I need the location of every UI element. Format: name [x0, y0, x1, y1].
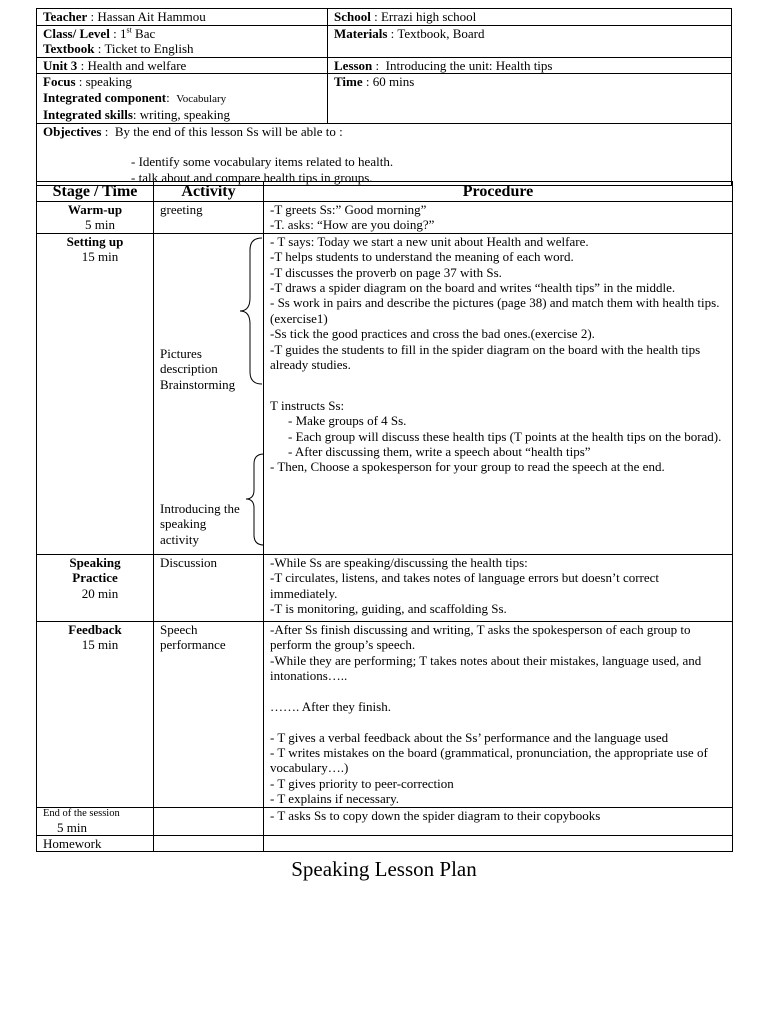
materials-cell: Materials : Textbook, Board: [328, 25, 732, 57]
procedure-line: -T discusses the proverb on page 37 with Ss.: [270, 264, 502, 280]
procedure-line: ……. After they finish.: [270, 698, 391, 714]
homework-procedure-cell: [264, 836, 733, 852]
homework-activity-cell: [154, 836, 264, 852]
activity-line: performance: [160, 637, 226, 653]
lesson-cell: Lesson : Introducing the unit: Health tips: [328, 57, 732, 74]
table-row: [37, 807, 733, 835]
class-value-num: 1: [119, 25, 127, 41]
brace-icon: [244, 452, 266, 547]
time-label: Time: [334, 74, 363, 89]
end-stage-cell: [37, 807, 154, 835]
procedure-line: -After Ss finish discussing and writing, T asks the spokesperson of each group to perform the group’s speech.: [270, 621, 691, 653]
materials-label: Materials: [334, 25, 388, 41]
header-table: [36, 8, 732, 186]
materials-value: Textbook, Board: [397, 25, 485, 41]
procedure-line: - T says: Today we start a new unit about Health and welfare.: [270, 233, 589, 249]
focus-value: speaking: [85, 74, 132, 89]
page-title: Speaking Lesson Plan: [291, 857, 477, 881]
objectives-intro: By the end of this lesson Ss will be able to :: [114, 123, 343, 139]
procedure-line: - Ss work in pairs and describe the pictures (page 38) and match them with health tips.(exercise1): [270, 295, 720, 326]
activity-line: Speech: [160, 621, 198, 637]
activity-line: description: [160, 361, 218, 377]
component-label: Integrated component: [43, 89, 167, 105]
stage-time: 15 min: [81, 249, 119, 265]
procedure-line: - After discussing them, write a speech about “health tips”: [288, 444, 591, 460]
activity-line: speaking: [160, 516, 207, 532]
stage-name: End of the session: [43, 807, 120, 819]
procedure-line: - Then, Choose a spokesperson for your group to read the speech at the end.: [270, 459, 665, 475]
activity-line: Brainstorming: [160, 376, 236, 392]
procedure-line: -T. asks: “How are you doing?”: [270, 217, 435, 233]
stage-name: Practice: [72, 570, 118, 586]
speaking-procedure-cell: [264, 554, 733, 621]
stage-name: Setting up: [66, 233, 124, 249]
setup-stage-cell: [37, 233, 154, 554]
feedback-procedure-cell: [264, 621, 733, 807]
stage-time: 20 min: [81, 585, 119, 601]
table-row: [37, 836, 733, 852]
procedure-line: -While they are performing; T takes notes about their mistakes, language used, and intonations…..: [270, 652, 702, 684]
unit-cell: Unit 3 : Health and welfare: [37, 57, 328, 74]
procedure-line: -T is monitoring, guiding, and scaffolding Ss.: [270, 601, 507, 617]
class-label: Class/ Level: [43, 25, 110, 41]
stage-name: Warm-up: [67, 202, 123, 217]
unit-label: Unit 3: [43, 57, 78, 73]
objectives-cell: Objectives : By the end of this lesson Ss will be able to : - Identify some vocabulary items related to health. - talk about and compare health tips in groups.: [37, 123, 732, 186]
stage-time: 5 min: [85, 217, 115, 233]
table-row: [37, 233, 733, 554]
table-row: [37, 554, 733, 621]
activity-line: Introducing the: [160, 500, 240, 516]
teacher-label: Teacher: [43, 9, 88, 24]
activity-line: activity: [160, 531, 199, 547]
warmup-activity-cell: greeting: [154, 202, 264, 234]
brace-icon: [238, 236, 264, 386]
school-cell: School : Errazi high school: [328, 9, 732, 26]
objective-item: - talk about and compare health tips in groups.: [131, 169, 373, 185]
procedure-line: - Each group will discuss these health tips (T points at the health tips on the borad).: [288, 428, 722, 444]
class-textbook-cell: Class/ Level : 1st Bac Textbook : Ticket to English: [37, 25, 328, 57]
procedure-line: - T gives a verbal feedback about the Ss’ performance and the language used: [270, 729, 669, 745]
class-value-rest: Bac: [135, 25, 156, 41]
end-activity-cell: [154, 807, 264, 835]
column-header-activity: Activity: [154, 182, 264, 202]
focus-cell: Focus : speaking Integrated component: Vocabulary Integrated skills: writing, speaking: [37, 74, 328, 124]
end-procedure-cell: - T asks Ss to copy down the spider diagram to their copybooks: [264, 807, 733, 835]
column-header-stage: Stage / Time: [37, 182, 154, 202]
stage-name: Speaking: [69, 554, 121, 570]
procedure-line: - T writes mistakes on the board (grammatical, pronunciation, the appropriate use of vocabulary….): [270, 745, 708, 776]
procedure-line: T instructs Ss:: [270, 397, 345, 413]
procedure-line: -T circulates, listens, and takes notes of language errors but doesn’t correct immediately.: [270, 570, 660, 601]
lesson-label: Lesson: [334, 57, 373, 73]
setup-activity-cell: [154, 233, 264, 554]
table-row: [37, 202, 733, 234]
warmup-procedure-cell: [264, 202, 733, 234]
procedure-line: - T explains if necessary.: [270, 791, 399, 807]
speaking-stage-cell: [37, 554, 154, 621]
school-label: School: [334, 9, 371, 24]
component-value: Vocabulary: [176, 92, 227, 105]
lesson-value: Introducing the unit: Health tips: [385, 57, 553, 73]
stage-name: Feedback: [68, 621, 122, 637]
procedure-line: - T gives priority to peer-correction: [270, 775, 454, 791]
class-value-sup: st: [126, 25, 132, 35]
table-header-row: [37, 182, 733, 202]
warmup-stage-cell: [37, 202, 154, 234]
skills-label: Integrated skills: [43, 107, 133, 122]
column-header-procedure: Procedure: [264, 182, 733, 202]
speaking-activity-cell: Discussion: [154, 554, 264, 621]
procedure-line: -T greets Ss:” Good morning”: [270, 202, 427, 217]
procedure-line: -T helps students to understand the meaning of each word.: [270, 249, 574, 265]
time-value: 60 mins: [372, 74, 415, 89]
activity-line: Pictures: [160, 345, 202, 361]
focus-label: Focus: [43, 74, 76, 89]
teacher-value: Hassan Ait Hammou: [97, 9, 206, 24]
procedure-table: [36, 181, 733, 852]
textbook-label: Textbook: [43, 41, 95, 56]
stage-time: 15 min: [81, 637, 119, 653]
stage-time: 5 min: [57, 819, 87, 835]
table-row: [37, 621, 733, 807]
procedure-line: -While Ss are speaking/discussing the health tips:: [270, 554, 528, 570]
unit-value: Health and welfare: [87, 57, 187, 73]
school-value: Errazi high school: [380, 9, 477, 24]
procedure-line: - Make groups of 4 Ss.: [288, 413, 407, 429]
textbook-value: Ticket to English: [104, 41, 194, 56]
objective-item: - Identify some vocabulary items related to health.: [131, 154, 394, 170]
homework-stage-cell: Homework: [37, 836, 154, 852]
teacher-cell: Teacher : Hassan Ait Hammou: [37, 9, 328, 26]
objectives-label: Objectives: [43, 123, 102, 139]
feedback-activity-cell: [154, 621, 264, 807]
setup-procedure-cell: [264, 233, 733, 554]
procedure-line: -T draws a spider diagram on the board and writes “health tips” in the middle.: [270, 280, 676, 296]
feedback-stage-cell: [37, 621, 154, 807]
procedure-line: -Ss tick the good practices and cross the bad ones.(exercise 2).: [270, 326, 595, 342]
procedure-line: -T guides the students to fill in the spider diagram on the board with the health tips already studies.: [270, 341, 701, 373]
skills-value: writing, speaking: [139, 107, 231, 122]
time-cell: Time : 60 mins: [328, 74, 732, 124]
